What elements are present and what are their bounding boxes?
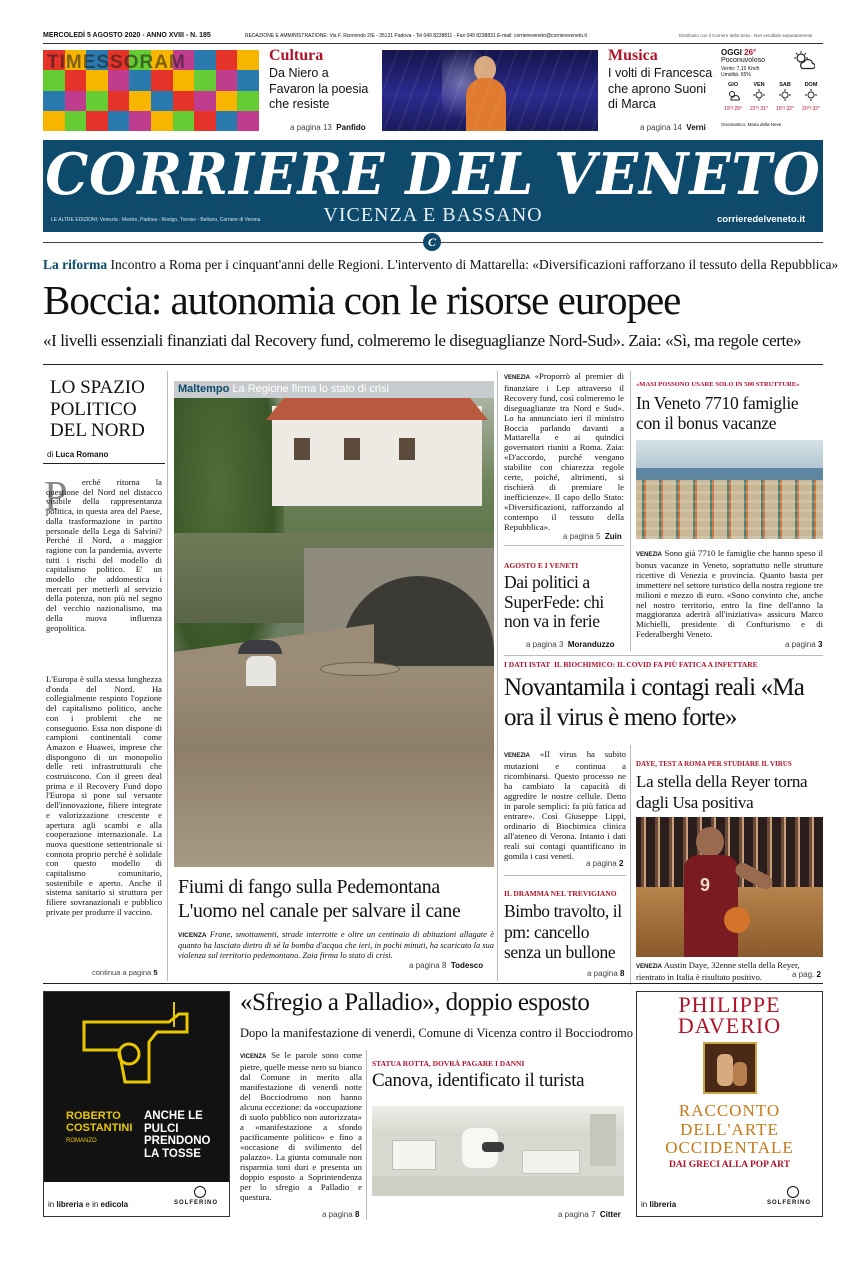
masthead [43, 140, 823, 232]
canova-gallery-photo [372, 1106, 624, 1196]
ad-left-publisher: SOLFERINO [174, 1200, 219, 1206]
lead-kicker-line [43, 257, 839, 273]
weather-day-3: SAB 19°/ 32° [776, 82, 794, 112]
editorial-title[interactable]: LO SPAZIO POLITICO DEL NORD [50, 377, 145, 441]
editorial-byline: di Luca Romano [47, 450, 109, 459]
covid-kicker: I DATI ISTAT IL BIOCHIMICO: IL COVID FA PIÙ FATICA A INFETTARE [504, 660, 758, 669]
palladio-body: VICENZA Se le parole sono come pietre, quelle messe nero su bianco dal Comune in merito alla manifestazione di venerdì notte del Bocciodromo non hanno alcuna eccezione: da «occupazione di suolo pubblico non autorizzata» a «manifestazione a sfondo pacificamente politico» e fino a «occasione di svilimento del palazzo». La giunta comunale non risparmia toni duri e presenta un doppio esposto a Soprintendenza per lo sfregio a Palladio e questura. [240, 1050, 363, 1202]
basketball-photo [636, 817, 823, 957]
superfede-headline[interactable]: Dai politici a SuperFede: chi non va in ferie [504, 572, 604, 631]
covid-body: VENEZIA «Il virus ha subito mutazioni e continua a ricombinarsi. Questo processo ne ha cambiato la capacità di aggredire le nostre cellule. Detto in parole semplici: fa più fatica ad entrare». Così Giuseppe Lippi, ordinario di Biochimica clinica all'ateneo di Verona. Intanto i dati reali sui contagi quantificano in gomila i casi veneti. [504, 749, 627, 861]
onomastico: Onomastico: Maria della Neve [721, 122, 782, 127]
art-letters: TIMESSORAM [47, 52, 186, 73]
masthead-title: CORRIERE DEL VENETO [45, 140, 821, 208]
maltempo-headline[interactable]: Fiumi di fango sulla Pedemontana L'uomo nel canale per salvare il cane [178, 876, 461, 922]
book-title: ANCHE LE PULCI PRENDONO LA TOSSE [144, 1110, 211, 1160]
palladio-ref: a pagina 8 [322, 1210, 360, 1219]
superfede-ref: a pagina 3 Moranduzzo [526, 640, 615, 649]
canova-kicker: STATUA ROTTA, DOVRÀ PAGARE I DANNI [372, 1059, 525, 1068]
ad-right-footer: in libreria [641, 1200, 677, 1209]
pistol-icon [74, 1002, 194, 1092]
maltempo-kicker: Maltempo [178, 383, 230, 395]
musica-text[interactable]: I volti di Francesca che aprono Suoni di Marca [608, 66, 713, 111]
daverio-subtitle: DAI GRECI ALLA POP ART [668, 1160, 791, 1170]
distribution-note: Distribuito con il Corriere della Sera - Non vendibile separatamente [679, 33, 813, 38]
superfede-kicker: AGOSTO E I VENETI [504, 561, 579, 570]
ad-left-footer: in libreria e in edicola [48, 1200, 129, 1209]
weather-wind: Vento: 7,15 Km/h [721, 66, 760, 72]
lead-headline[interactable]: Boccia: autonomia con le risorse europee [43, 277, 681, 323]
musica-singer-image [382, 50, 598, 131]
daverio-title: RACCONTO DELL'ARTE OCCIDENTALE [665, 1101, 794, 1157]
top-bar [43, 30, 823, 44]
weather-box [721, 48, 823, 132]
canova-headline[interactable]: Canova, identificato il turista [372, 1070, 585, 1091]
weather-day-4: DOM 20°/ 32° [802, 82, 820, 112]
covid-ref: a pagina 2 [586, 859, 624, 868]
bimbo-headline[interactable]: Bimbo travolto, il pm: cancello senza un bullone [504, 901, 622, 962]
reyer-kicker: DAYE, TEST A ROMA PER STUDIARE IL VIRUS [636, 760, 792, 768]
weather-humidity: Umidità: 65% [721, 72, 751, 78]
other-editions: LE ALTRE EDIZIONI: Venezia - Mestre, Padova - Rovigo, Treviso - Belluno, Corriere di Verona [51, 217, 261, 223]
editorial-body-lead: erché ritorna la questione del Nord nel distacco visibile della rappresentanza politica, in questa area del Paese, dalla trasformazione in partito personale della Lega di Salvini? Perché il Nord, a maggior ragione con la pandemia, avverte tutti i rischi del modello di capitalismo politico. E' un modello che addomestica i mercati per metterli al servizio della potenza, non più nel segno del vecchio nazionalismo, ma della nuova influenza geopolitica. [46, 477, 162, 633]
weather-day-2: VEN 22°/ 31° [750, 82, 768, 112]
publisher-logo-icon [787, 1186, 799, 1198]
lead-deck: «I livelli essenziali finanziati dal Recovery fund, colmeremo le diseguaglianze Nord-Sud». Zaia: «Sì, ma regole certe» [43, 331, 802, 350]
bimbo-kicker: IL DRAMMA NEL TREVIGIANO [504, 889, 617, 898]
cultura-section: Cultura [269, 47, 324, 64]
lead-kicker-text: Incontro a Roma per i cinquant'anni delle Regioni. L'intervento di Mattarella: «Diversificazioni rafforzano il tessuto della Repubblica» [110, 257, 839, 272]
editorial-continue[interactable]: continua a pagina 5 [92, 968, 158, 977]
daverio-author: PHILIPPE DAVERIO [677, 992, 782, 1038]
sun-icon [752, 89, 766, 101]
sun-icon [778, 89, 792, 101]
painting-image [703, 1042, 757, 1094]
cultura-art-image [43, 50, 259, 131]
ad-daverio[interactable] [636, 991, 823, 1217]
editorial-dropcap: P [44, 474, 68, 520]
maltempo-kicker-bar: Maltempo La Regione firma lo stato di crisi [174, 381, 494, 398]
flood-photo [174, 398, 494, 867]
website[interactable]: corrieredelveneto.it [717, 214, 806, 225]
sun-icon [804, 89, 818, 101]
maltempo-ref: a pagina 8 Todesco [409, 961, 484, 970]
musica-section: Musica [608, 47, 658, 64]
editorial-body: L'Europa è sulla stessa lunghezza d'onda del Nord. Ha collegialmente respinto l'opzione del capitalismo politico, anche con i problemi che ne conseguono. Essa non dispone di campioni continentali come Amazon e Huawei, imprese che dispongono di un monopolio delle reti infrastrutturali che costruiscono. Con il green deal prima e il Recovery Fund dopo l'Europa si pone sul versante dell'innovazione, filiere integrate e valorizzazione crescente e apertura agli scambi e alla cooperazione internazionale. La nuova questione settentrionale si connota proprio perché è solidale con questo modello di capitalismo comunitario, sostenibile e aperto. Anche il sistema sanitario si struttura per filiere sovranazionali e pubblico private per produrre il vaccino. [46, 674, 162, 917]
issue-date: MERCOLEDÌ 5 AGOSTO 2020 - ANNO XVIII - N. 185 [43, 32, 211, 39]
palladio-headline[interactable]: «Sfregio a Palladio», doppio esposto [240, 989, 590, 1016]
beach-photo [636, 440, 823, 539]
reyer-ref: a pag. 2 [792, 970, 821, 979]
address-info: REDAZIONE E AMMINISTRAZIONE: Via F. Rismondo 2/E - 35131 Padova - Tel 049 8238811 - Fax 049 8238831 E-mail: corriereveneto@corriereveneto.it [245, 33, 587, 39]
bonus-body: VENEZIA Sono già 7710 le famiglie che hanno speso il bonus vacanze in Veneto, soprattutto nelle strutture ricettive di Venezia e provincia. Quanto basta per immettere nel settore turistico della nostra regione tre milioni e mezzo di euro. «Sono convinto che, anche nel nostro territorio, entro la fine dell'anno la maggioranza aderirà all'iniziativa» assicura Marco Michielli, presidente di Confturismo e di Federalberghi Veneto. [636, 548, 823, 640]
weather-desc: Poconuvoloso [721, 57, 765, 64]
book-cover [44, 992, 229, 1182]
book-genre: ROMANZO [66, 1138, 97, 1144]
bonus-kicker: «MASI POSSONO USARE SOLO IN 500 STRUTTURE» [636, 381, 800, 388]
palladio-deck: Dopo la manifestazione di venerdì, Comune di Vicenza contro il Bocciodromo [240, 1026, 634, 1040]
bimbo-ref: a pagina 8 [587, 969, 625, 978]
edition-name: VICENZA E BASSANO [323, 204, 543, 226]
cultura-ref: a pagina 13 Panfido [290, 123, 366, 132]
boccia-ref: a pagina 5 Zuin [563, 532, 622, 541]
bonus-ref: a pagina 3 [785, 640, 823, 649]
masthead-logo-badge: C [423, 233, 441, 251]
ad-right-publisher: SOLFERINO [767, 1200, 812, 1206]
lead-kicker: La riforma [43, 257, 108, 272]
jersey-number: 9 [700, 875, 711, 895]
partly-cloudy-icon [793, 50, 815, 70]
musica-ref: a pagina 14 Verni [640, 123, 706, 132]
maltempo-body: VICENZA Frane, smottamenti, strade interrotte e oltre un centinaio di abitazioni allagate è quanto ha lasciato dietro di sé la bomba d'acqua che ieri, in pochi minuti, ha scaricato la sua violenza sul territorio pedemontano. Zaia firma lo stato di crisi. [178, 930, 495, 961]
covid-headline[interactable]: Novantamila i contagi reali «Ma ora il virus è meno forte» [504, 674, 805, 731]
boccia-body: VENEZIA «Proporrò al premier di finanziare i Lep attraverso il Recovery fund, così colmeremo le diseguaglianze tra Nord e Sud». Lo ha annunciato ieri il ministro Boccia parlando davanti a Mattarella e ai quindici governatori riuniti a Roma. Zaia: «D'accordo, purché vengano stabilite con chiarezza regole certe, poiché, altrimenti, si rischierà di premiare le inefficienze». Il capo dello Stato: «Diversificazioni, rafforzando al contempo il tessuto della Repubblica». [504, 371, 624, 532]
reyer-body: VENEZIA Austin Daye, 32enne stella della Reyer, rientrato in Italia è risultato positivo. [636, 960, 800, 982]
cultura-text[interactable]: Da Niero a Favaron la poesia che resiste [269, 66, 369, 111]
weather-today: OGGI 26° [721, 48, 757, 57]
reyer-headline[interactable]: La stella della Reyer torna dagli Usa positiva [636, 772, 808, 812]
canova-ref: a pagina 7 Citter [558, 1210, 621, 1219]
publisher-logo-icon [194, 1186, 206, 1198]
sun-cloud-icon [726, 89, 740, 101]
book-author: ROBERTO COSTANTINI [66, 1110, 133, 1134]
weather-day-1: GIO 19°/ 29° [724, 82, 742, 112]
bonus-headline[interactable]: In Veneto 7710 famiglie con il bonus vacanze [636, 393, 799, 433]
ad-costantini[interactable] [43, 991, 230, 1217]
